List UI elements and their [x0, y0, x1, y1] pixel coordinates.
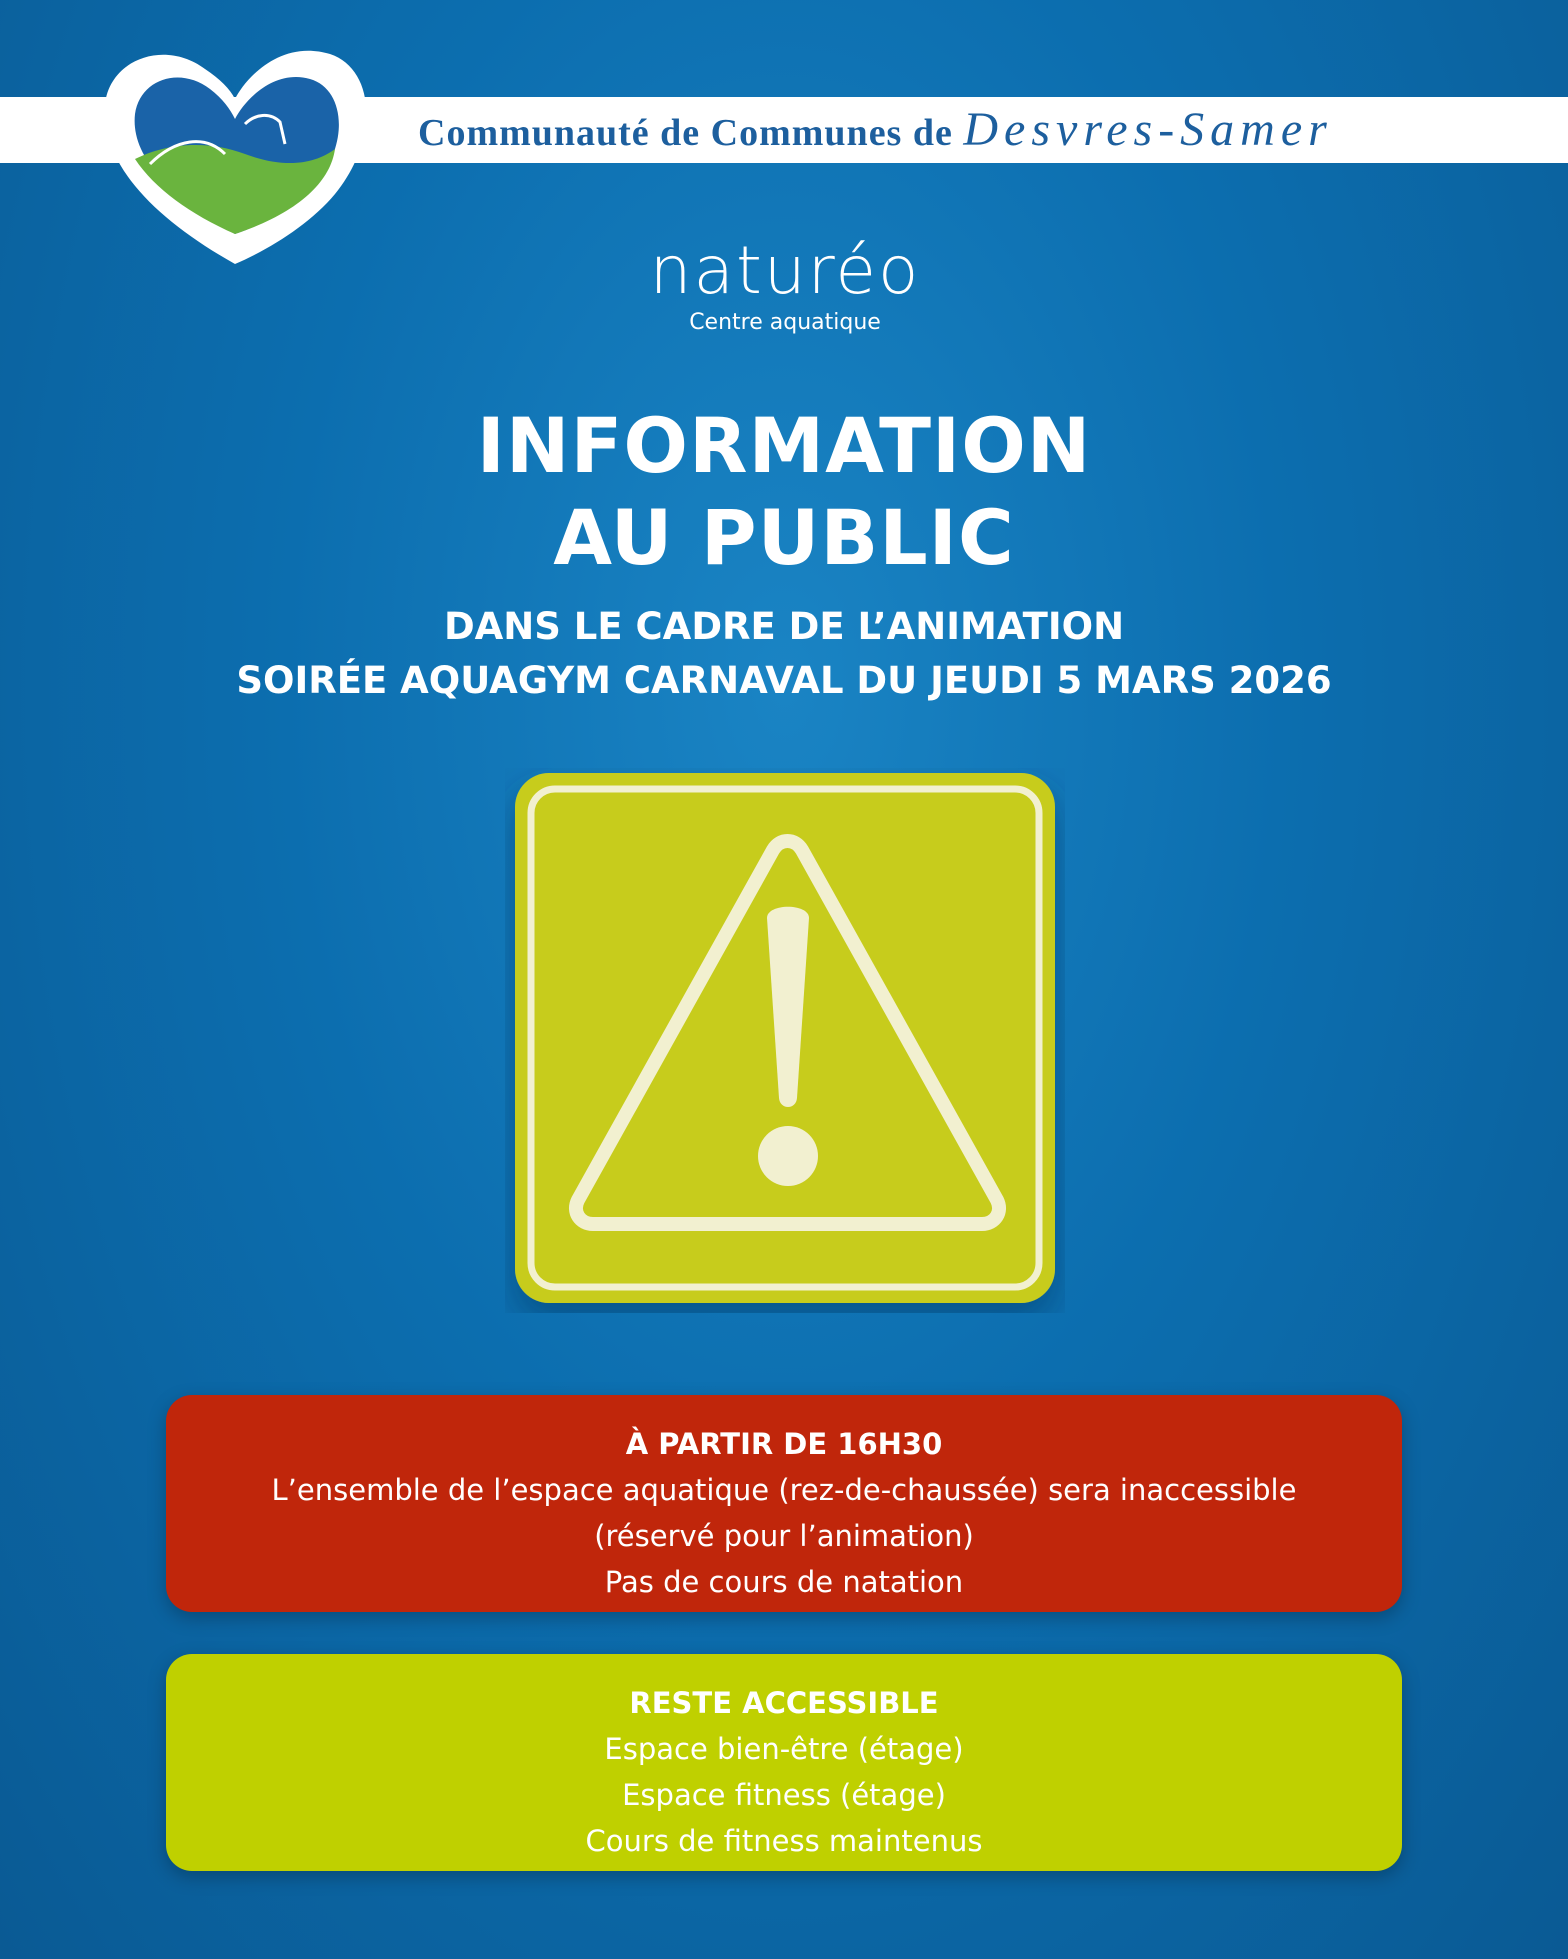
- closed-line: L’ensemble de l’espace aquatique (rez-de-chaussée) sera inaccessible: [271, 1473, 1297, 1507]
- community-name: [418, 104, 1333, 156]
- subtitle-line-2: SOIRÉE AQUAGYM CARNAVAL DU JEUDI 5 MARS 2026: [236, 659, 1332, 702]
- subtitle-line-1: DANS LE CADRE DE L’ANIMATION: [443, 605, 1125, 648]
- open-heading: RESTE ACCESSIBLE: [629, 1686, 939, 1720]
- open-areas-box: [166, 1654, 1402, 1871]
- title-line-2: AU PUBLIC: [553, 493, 1015, 582]
- page-title: [0, 400, 1568, 584]
- community-label: Communauté de Communes de: [418, 112, 953, 154]
- closed-areas-box: [166, 1395, 1402, 1612]
- community-place: Desvres-Samer: [963, 103, 1333, 156]
- closed-line: Pas de cours de natation: [604, 1565, 964, 1599]
- warning-triangle-icon: [505, 768, 1065, 1313]
- title-line-1: INFORMATION: [476, 401, 1092, 490]
- open-line: Espace fitness (étage): [622, 1778, 946, 1812]
- brand-name: naturéo: [649, 232, 921, 309]
- open-line: Cours de fitness maintenus: [585, 1824, 983, 1858]
- closed-heading: À PARTIR DE 16H30: [625, 1427, 943, 1461]
- open-line: Espace bien-être (étage): [604, 1732, 964, 1766]
- heart-logo-icon: [95, 44, 375, 269]
- page-subtitle: [0, 600, 1568, 708]
- brand-subtitle: Centre aquatique: [689, 310, 881, 335]
- closed-line: (réservé pour l’animation): [594, 1519, 974, 1553]
